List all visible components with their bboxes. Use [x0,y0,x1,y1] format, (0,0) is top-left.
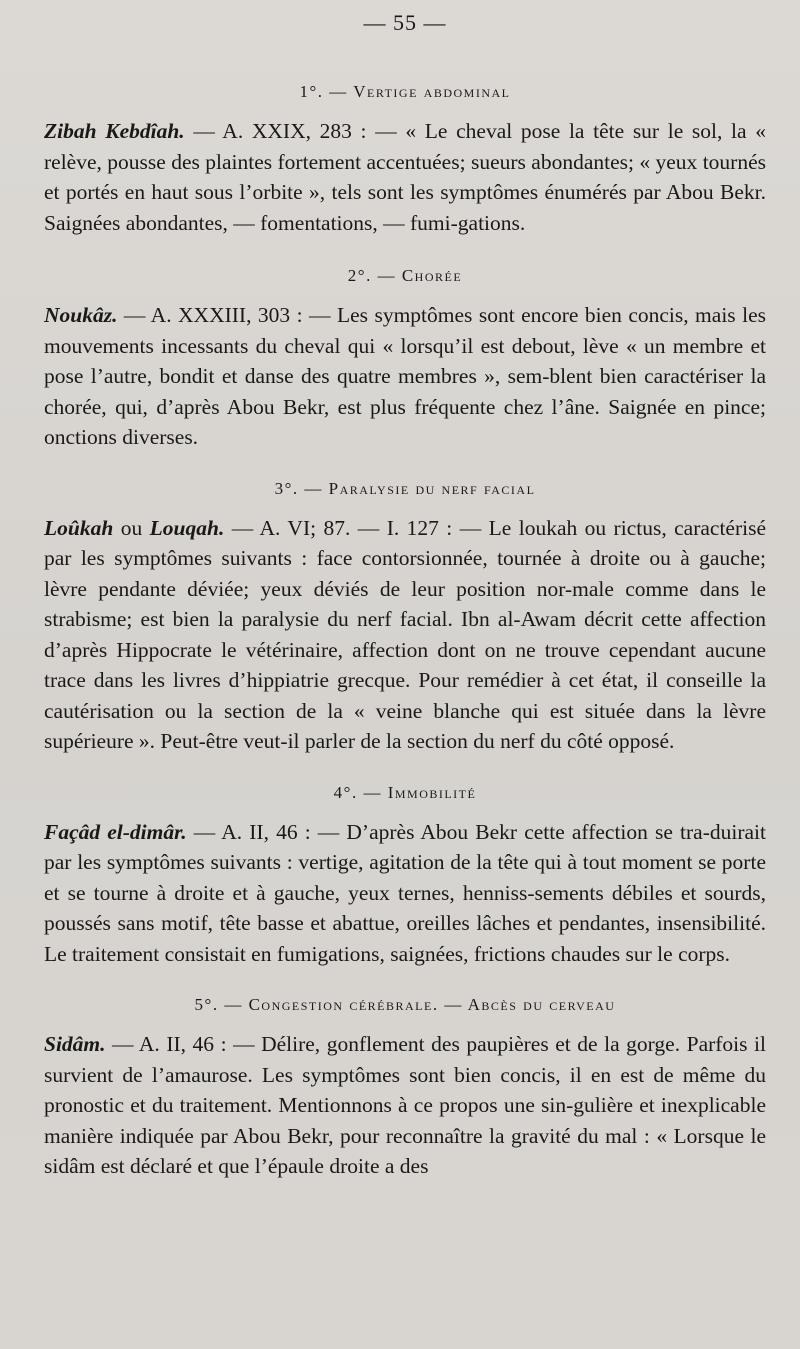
section-paragraph [44,817,766,970]
section-paragraph [44,116,766,238]
section-heading: 3°. — Paralysie du nerf facial [274,478,536,498]
arabic-term: Façâd el-dimâr. [44,819,187,844]
section-choree [44,264,766,453]
paragraph-text: D’après Abou Bekr cette affection se tra-duirait par les symptômes suivants : vertige, agitation de la tête qui à tout moment se porte et se tourne à droite et à gauche, yeux ternes, henniss-sements débiles et sourds, poussés sans motif, tête basse et abattue, oreilles lâches et pendantes, insensibilité. Le traitement consistait en fumigations, saignées, frictions chaudes sur le corps. [44,819,766,966]
paragraph-text: Délire, gonflement des paupières et de la gorge. Parfois il survient de l’amaurose. Les symptômes sont bien concis, il en est de même du pronostic et du traitement. Mentionnons à ce propos une sin-gulière et inexplicable manière indiquée par Abou Bekr, pour reconnaître la gravité du mal : « Lorsque le sidâm est déclaré et que l’épaule droite a des [44,1032,766,1178]
section-heading: 4°. — Immobilité [333,782,477,802]
reference: — A. II, 46 : — [105,1032,262,1056]
reference: — A. II, 46 : — [186,819,347,844]
section-paragraph [44,1029,766,1182]
section-heading: 5°. — Congestion cérébrale. — Abcès du cerveau [194,995,616,1014]
paragraph-text: « Le cheval pose la tête sur le sol, la « relève, pousse des plaintes fortement accentuées; sueurs abondantes; « yeux tournés et portés en haut sous l’orbite », tels sont les symptômes énumérés par Abou Bekr. Saignées abondantes, — fomentations, — fumi-gations. [44,119,766,235]
page-number: — 55 — [363,10,447,35]
arabic-term: Sidâm. [44,1032,106,1056]
reference: — A. XXIX, 283 : — [184,119,406,143]
section-heading: 1°. — Vertige abdominal [299,82,511,101]
arabic-term: Zibah Kebdîah. [44,119,185,143]
arabic-term-alt: Louqah. [149,515,225,540]
section-immobilite [44,781,766,970]
section-heading: 2°. — Chorée [347,266,463,285]
arabic-term: Loûkah [44,515,114,540]
reference: — A. XXXIII, 303 : — [117,303,337,327]
section-paralysie-nerf-facial [44,477,766,757]
arabic-term: Noukâz. [44,303,118,327]
section-paragraph [44,513,766,757]
reference: — A. VI; 87. — I. 127 : — [224,515,489,540]
term-conjunction: ou [113,515,150,540]
section-paragraph [44,300,766,453]
section-vertige-abdominal [44,80,766,238]
section-congestion-cerebrale [44,993,766,1182]
paragraph-text: Le loukah ou rictus, caractérisé par les symptômes suivants : face contorsionnée, tournée à droite ou à gauche; lèvre pendante déviée; yeux déviés de leur position nor-male comme dans le strabisme; est bien la paralysie du nerf facial. Ibn al-Awam décrit cette affection d’après Hippocrate le vétérinaire, affection dont on ne trouve cependant aucune trace dans les livres d’hippiatrie grecque. Pour remédier à cet état, il conseille la cautérisation ou la section de la « veine blanche qui est située dans la lèvre supérieure ». Peut-être veut-il parler de la section du nerf du côté opposé. [44,515,767,753]
paragraph-text: Les symptômes sont encore bien concis, mais les mouvements incessants du cheval qui « lorsqu’il est debout, lève « un membre et pose l’autre, bondit et danse des quatre membres », sem-blent bien caractériser la chorée, qui, d’après Abou Bekr, est plus fréquente chez l’âne. Saignée en pince; onctions diverses. [44,303,766,449]
